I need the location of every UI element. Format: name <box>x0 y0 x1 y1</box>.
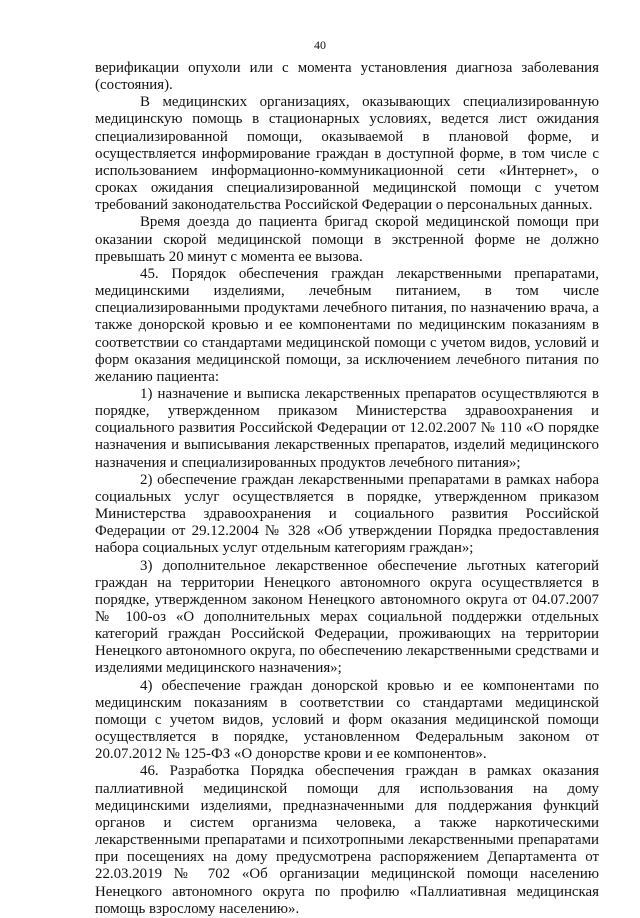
paragraph-46: 46. Разработка Порядка обеспечения граждан в рамках оказания паллиативной медицинской помощи для использования на дому медицинскими изделиями, предназначенными для поддержания функций органов и систем организма человека, а также наркотическими лекарственными препаратами и психотропными лекарственными препаратами при посещениях на дому предусмотрена распоряжением Департамента от 22.03.2019 № 702 «Об организации медицинской помощи населению Ненецкого автономного округа по профилю «Паллиативная медицинская помощь взрослому населению». <box>95 763 599 917</box>
paragraph-waiting-list: В медицинских организациях, оказывающих специализированную медицинскую помощь в стационарных условиях, ведется лист ожидания специализированной помощи, оказываемой в плановой форме, и осуществляется информирование граждан в доступной форме, в том числе с использованием информационно-коммуникационной сети «Интернет», о сроках ожидания специализированной медицинской помощи с учетом требований законодательства Российской Федерации о персональных данных. <box>95 94 599 214</box>
document-body <box>95 60 599 918</box>
paragraph-continuation: верификации опухоли или с момента установления диагноза заболевания (состояния). <box>95 60 599 94</box>
paragraph-45: 45. Порядок обеспечения граждан лекарственными препаратами, медицинскими изделиями, лечебным питанием, в том числе специализированными продуктами лечебного питания, по назначению врача, а также донорской кровью и ее компонентами по медицинским показаниям в соответствии со стандартами медицинской помощи с учетом видов, условий и форм оказания медицинской помощи, за исключением лечебного питания по желанию пациента: <box>95 265 599 385</box>
paragraph-45-item-1: 1) назначение и выписка лекарственных препаратов осуществляются в порядке, утвержденном приказом Министерства здравоохранения и социального развития Российской Федерации от 12.02.2007 № 110 «О порядке назначения и выписывания лекарственных препаратов, изделий медицинского назначения и специализированных продуктов лечебного питания»; <box>95 385 599 471</box>
paragraph-45-item-4: 4) обеспечение граждан донорской кровью и ее компонентами по медицинским показаниям в соответствии со стандартами медицинской помощи с учетом видов, условий и форм оказания медицинской помощи осуществляется в порядке, установленном Федеральным законом от 20.07.2012 № 125-ФЗ «О донорстве крови и ее компонентов». <box>95 677 599 763</box>
paragraph-45-item-2: 2) обеспечение граждан лекарственными препаратами в рамках набора социальных услуг осуществляется в порядке, утвержденном приказом Министерства здравоохранения и социального развития Российской Федерации от 29.12.2004 № 328 «Об утверждении Порядка предоставления набора социальных услуг отдельным категориям граждан»; <box>95 471 599 557</box>
page-number: 40 <box>314 38 326 52</box>
paragraph-45-item-3: 3) дополнительное лекарственное обеспечение льготных категорий граждан на территории Ненецкого автономного округа осуществляется в порядке, утвержденном законом Ненецкого автономного округа от 04.07.2007 № 100-оз «О дополнительных мерах социальной поддержки отдельных категорий граждан Российской Федерации, проживающих на территории Ненецкого автономного округа, по обеспечению лекарственными средствами и изделиями медицинского назначения»; <box>95 557 599 677</box>
paragraph-ambulance-time: Время доезда до пациента бригад скорой медицинской помощи при оказании скорой медицинской помощи в экстренной форме не должно превышать 20 минут с момента ее вызова. <box>95 214 599 265</box>
